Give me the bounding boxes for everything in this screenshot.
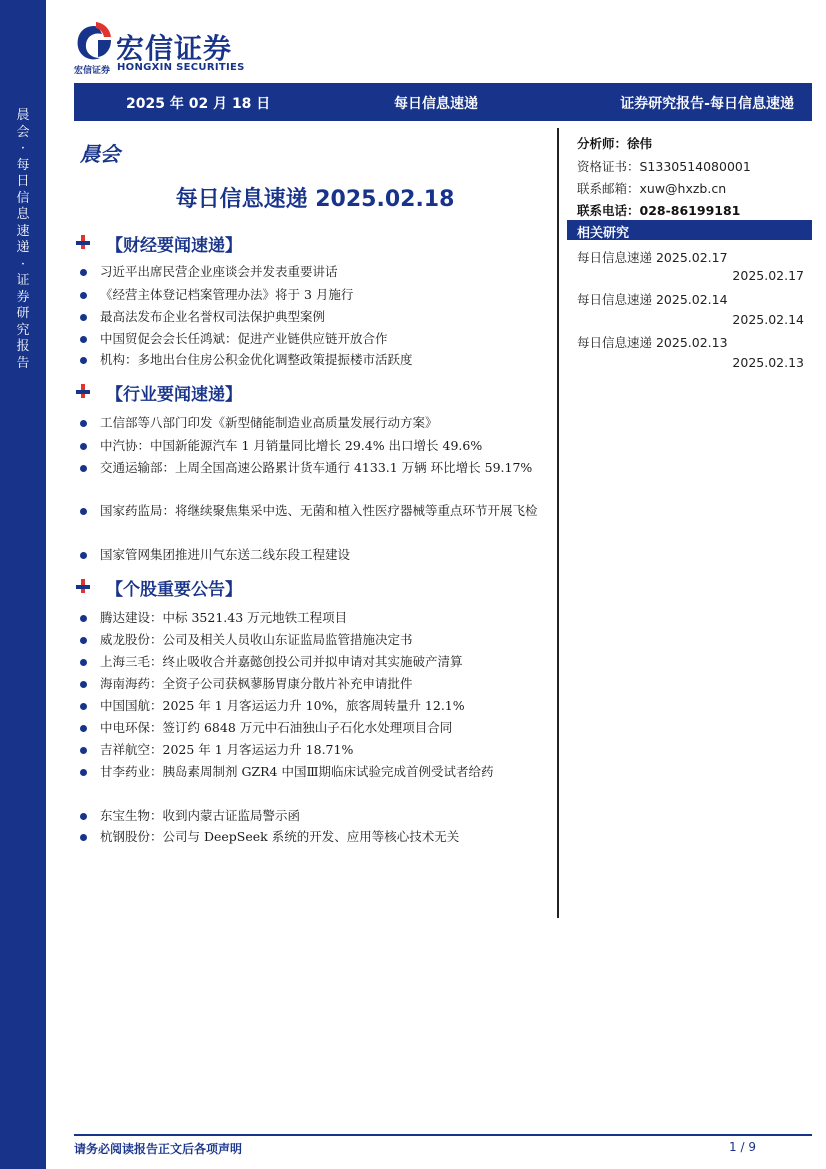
list-item[interactable]: 中电环保：签订约 6848 万元中石油独山子石化水处理项目合同 (80, 717, 542, 739)
report-tag: 晨会 (80, 142, 120, 166)
section-title: 【个股重要公告】 (106, 580, 242, 600)
list-item[interactable]: 腾达建设：中标 3521.43 万元地铁工程项目 (80, 607, 542, 629)
sidebar-band (0, 0, 46, 1169)
brand-logo-icon (74, 20, 114, 64)
list-item[interactable]: 交通运输部：上周全国高速公路累计货车通行 4133.1 万辆 环比增长 59.17% (80, 457, 542, 479)
brand-name-small: 宏信证券 (74, 66, 111, 76)
list-item[interactable]: 甘李药业：胰岛素周制剂 GZR4 中国Ⅲ期临床试验完成首例受试者给药 (80, 761, 542, 783)
list-item[interactable]: 工信部等八部门印发《新型储能制造业高质量发展行动方案》 (80, 412, 542, 434)
analyst-cert: 资格证书：S1330514080001 (577, 159, 751, 174)
header-series: 每日信息速递 (394, 96, 478, 112)
related-item-date: 2025.02.14 (732, 312, 804, 327)
list-item[interactable]: 海南海药：全资子公司获枫蓼肠胃康分散片补充申请批件 (80, 673, 542, 695)
report-title: 每日信息速递 2025.02.18 (175, 187, 455, 212)
footer-divider (74, 1134, 812, 1136)
brand-name-en: HONGXIN SECURITIES (117, 62, 245, 73)
related-item-date: 2025.02.13 (732, 355, 804, 370)
list-item[interactable]: 国家药监局：将继续聚焦集采中选、无菌和植入性医疗器械等重点环节开展飞检 (80, 500, 542, 522)
analyst-phone: 联系电话：028-86199181 (577, 203, 741, 218)
list-item[interactable]: 中汽协：中国新能源汽车 1 月销量同比增长 29.4% 出口增长 49.6% (80, 435, 542, 457)
section-bullet-icon (76, 235, 90, 249)
list-item[interactable]: 东宝生物：收到内蒙古证监局警示函 (80, 805, 542, 827)
list-item[interactable]: 中国贸促会会长任鸿斌：促进产业链供应链开放合作 (80, 328, 542, 350)
analyst-email[interactable]: 联系邮箱：xuw@hxzb.cn (577, 181, 727, 196)
section-title: 【行业要闻速递】 (106, 385, 242, 405)
report-date: 2025 年 02 月 18 日 (126, 96, 271, 112)
list-item[interactable]: 习近平出席民营企业座谈会并发表重要讲话 (80, 261, 542, 283)
column-divider (557, 128, 559, 918)
header-category: 证券研究报告-每日信息速递 (620, 96, 794, 112)
page-number: 1 / 9 (729, 1140, 756, 1154)
brand-name: 宏信证券 (116, 32, 233, 65)
sidebar-label: 晨会·每日信息速递·证券研究报告 (16, 108, 30, 371)
list-item[interactable]: 上海三毛：终止吸收合并嘉懿创投公司并拟申请对其实施破产清算 (80, 651, 542, 673)
related-research-heading: 相关研究 (567, 220, 812, 240)
related-item-title[interactable]: 每日信息速递 2025.02.14 (577, 292, 728, 307)
list-item[interactable]: 国家管网集团推进川气东送二线东段工程建设 (80, 544, 542, 566)
list-item[interactable]: 中国国航：2025 年 1 月客运运力升 10%，旅客周转量升 12.1% (80, 695, 542, 717)
list-item[interactable]: 机构：多地出台住房公积金优化调整政策提振楼市活跃度 (80, 349, 542, 371)
header-bar (74, 83, 812, 121)
related-item-title[interactable]: 每日信息速递 2025.02.17 (577, 250, 728, 265)
section-bullet-icon (76, 384, 90, 398)
list-item[interactable]: 吉祥航空：2025 年 1 月客运运力升 18.71% (80, 739, 542, 761)
section-bullet-icon (76, 579, 90, 593)
list-item[interactable]: 威龙股份：公司及相关人员收山东证监局监管措施决定书 (80, 629, 542, 651)
list-item[interactable]: 《经营主体登记档案管理办法》将于 3 月施行 (80, 284, 542, 306)
footer-disclaimer: 请务必阅读报告正文后各项声明 (74, 1142, 243, 1156)
related-item-date: 2025.02.17 (732, 268, 804, 283)
section-title: 【财经要闻速递】 (106, 236, 242, 256)
related-item-title[interactable]: 每日信息速递 2025.02.13 (577, 335, 728, 350)
list-item[interactable]: 最高法发布企业名誉权司法保护典型案例 (80, 306, 542, 328)
analyst-name: 分析师：徐伟 (577, 136, 653, 151)
list-item[interactable]: 杭钢股份：公司与 DeepSeek 系统的开发、应用等核心技术无关 (80, 826, 542, 848)
